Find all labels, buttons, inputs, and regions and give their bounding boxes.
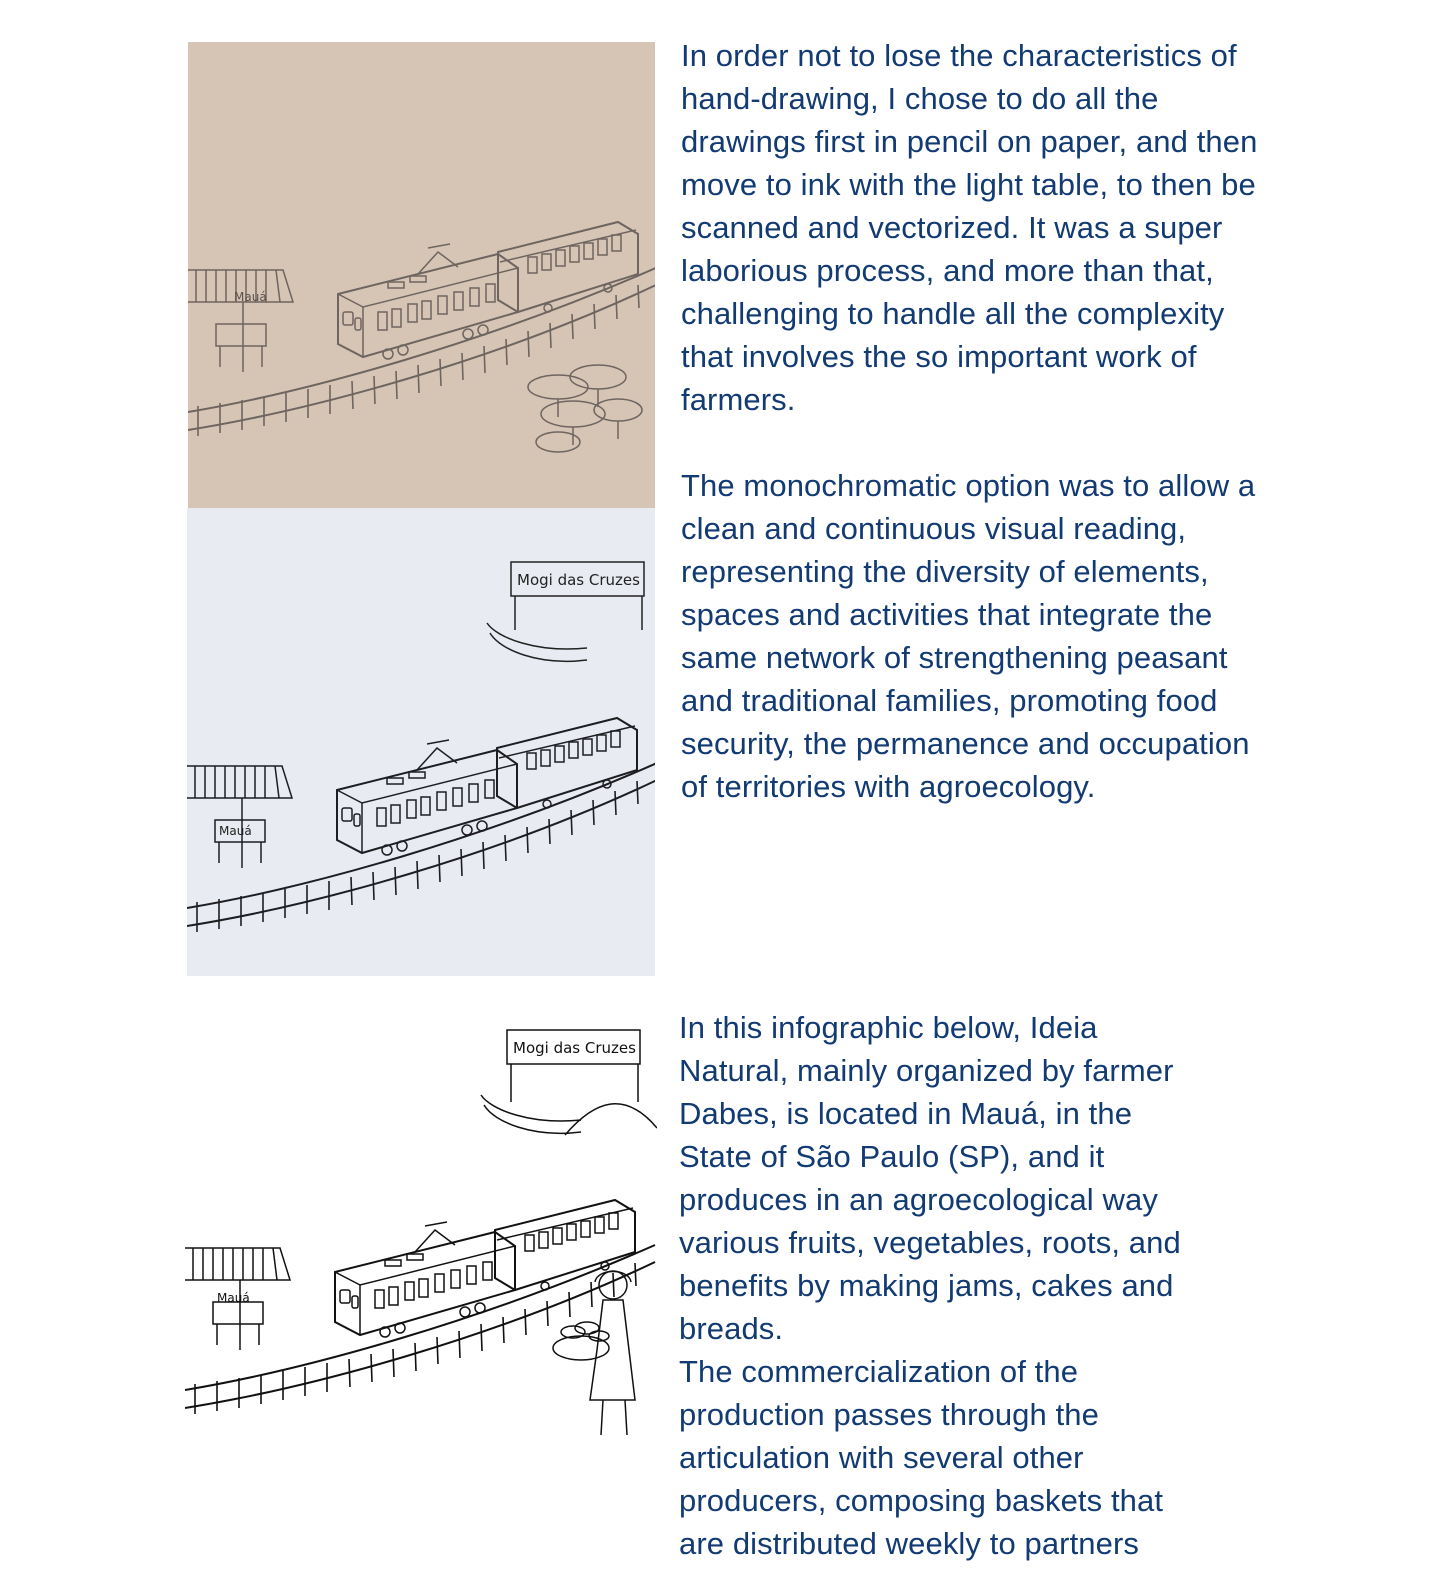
paragraph-gap (681, 421, 1271, 464)
ink-station-sign-text: Mogi das Cruzes (517, 571, 640, 589)
ink-station-sign (487, 562, 644, 661)
vector-drawing (185, 1010, 657, 1450)
pencil-sign-label: Mauá (234, 290, 267, 304)
paragraph-ideia-natural: In this infographic below, Ideia Natural, mainly organized by farmer Dabes, is located in Mauá, in the State of São Paulo (SP), and it produces in an agroecological way various fruits, vegetables, roots, and benefits by making jams, cakes and breads. (679, 1010, 1181, 1346)
farmer-figure (553, 1271, 635, 1435)
vector-station-sign-text: Mogi das Cruzes (513, 1039, 636, 1057)
paragraph-hand-drawing-process: In order not to lose the characteristics of hand-drawing, I chose to do all the drawings first in pencil on paper, and then move to ink with the light table, to then be scanned and vectorized. It was a super laborious process, and more than that, challenging to handle all the complexity that involves the so important work of farmers. (681, 38, 1258, 417)
pencil-sketch-illustration (188, 42, 655, 508)
paragraph-commercialization: The commercialization of the production passes through the articulation with several other producers, composing baskets that are distributed weekly to partners (679, 1354, 1164, 1561)
vector-station-sign (481, 1030, 657, 1135)
vector-mau-sign-label: Mauá (217, 1291, 250, 1305)
ink-drawing (187, 508, 655, 976)
ink-drawing-illustration (187, 508, 655, 976)
mushroom-cluster (528, 365, 642, 452)
paragraph-monochromatic-option: The monochromatic option was to allow a clean and continuous visual reading, representing the diversity of elements, spaces and activities that integrate the same network of strengthening peasant and traditional families, promoting food security, the permanence and occupation of territories with agroecology. (681, 468, 1256, 804)
vector-infographic-illustration (185, 1010, 657, 1450)
ink-mau-sign-label: Mauá (219, 824, 252, 838)
infographic-text-section (679, 1006, 1204, 1565)
pencil-sketch-drawing (188, 42, 655, 508)
intro-text-section (681, 34, 1271, 808)
